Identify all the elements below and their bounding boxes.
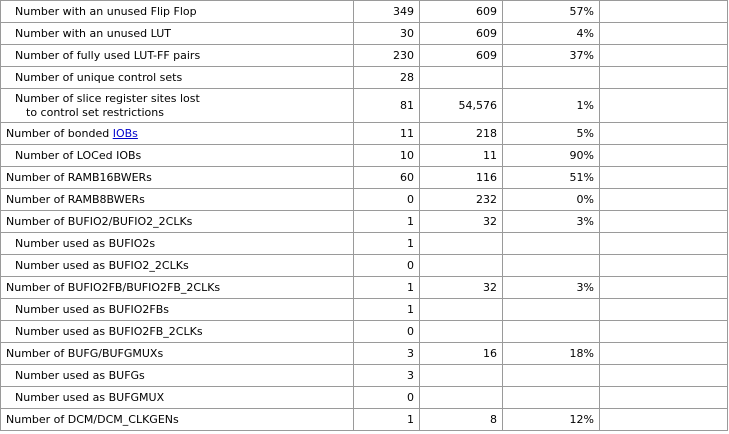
note-cell [600,67,728,89]
row-label-prefix: Number of bonded [6,126,113,140]
utilization-value [503,387,600,409]
table-row [1,123,728,145]
row-label: Number used as BUFGs [1,365,354,387]
row-label: Number of RAMB16BWERs [1,167,354,189]
table-row [1,67,728,89]
available-value [420,387,503,409]
available-value: 609 [420,1,503,23]
utilization-value [503,365,600,387]
note-cell [600,1,728,23]
used-value: 0 [354,189,420,211]
note-cell [600,233,728,255]
utilization-value: 57% [503,1,600,23]
available-value: 218 [420,123,503,145]
available-value: 32 [420,277,503,299]
row-label: Number of BUFIO2FB/BUFIO2FB_2CLKs [1,277,354,299]
row-label: Number with an unused LUT [1,23,354,45]
note-cell [600,277,728,299]
used-value: 1 [354,299,420,321]
used-value: 10 [354,145,420,167]
used-value: 230 [354,45,420,67]
note-cell [600,45,728,67]
row-label: Number of unique control sets [1,67,354,89]
utilization-value [503,255,600,277]
used-value: 1 [354,211,420,233]
available-value [420,321,503,343]
used-value: 11 [354,123,420,145]
row-label [1,123,354,145]
used-value: 81 [354,89,420,123]
row-label: Number of LOCed IOBs [1,145,354,167]
table-row [1,45,728,67]
utilization-value [503,321,600,343]
available-value: 609 [420,45,503,67]
available-value: 8 [420,409,503,431]
utilization-value: 0% [503,189,600,211]
table-row [1,343,728,365]
utilization-value: 3% [503,277,600,299]
used-value: 1 [354,409,420,431]
row-label: Number used as BUFIO2FB_2CLKs [1,321,354,343]
note-cell [600,365,728,387]
utilization-value: 1% [503,89,600,123]
used-value: 0 [354,387,420,409]
table-row [1,233,728,255]
available-value: 232 [420,189,503,211]
available-value [420,365,503,387]
utilization-value [503,233,600,255]
table-row [1,387,728,409]
table-row [1,167,728,189]
utilization-value: 51% [503,167,600,189]
used-value: 1 [354,233,420,255]
table-row [1,365,728,387]
note-cell [600,167,728,189]
row-label: Number of RAMB8BWERs [1,189,354,211]
note-cell [600,387,728,409]
note-cell [600,409,728,431]
table-row [1,277,728,299]
utilization-value: 90% [503,145,600,167]
note-cell [600,343,728,365]
used-value: 28 [354,67,420,89]
available-value [420,299,503,321]
used-value: 3 [354,343,420,365]
utilization-value: 12% [503,409,600,431]
row-label [1,89,354,123]
row-label: Number used as BUFGMUX [1,387,354,409]
utilization-value [503,299,600,321]
row-label: Number used as BUFIO2_2CLKs [1,255,354,277]
note-cell [600,255,728,277]
row-label: Number used as BUFIO2s [1,233,354,255]
note-cell [600,123,728,145]
available-value: 16 [420,343,503,365]
available-value: 116 [420,167,503,189]
used-value: 349 [354,1,420,23]
table-row [1,299,728,321]
row-label: Number of BUFIO2/BUFIO2_2CLKs [1,211,354,233]
table-row [1,89,728,123]
available-value: 54,576 [420,89,503,123]
note-cell [600,299,728,321]
table-row [1,211,728,233]
used-value: 60 [354,167,420,189]
available-value: 11 [420,145,503,167]
used-value: 0 [354,321,420,343]
note-cell [600,211,728,233]
available-value [420,67,503,89]
table-row [1,409,728,431]
note-cell [600,89,728,123]
utilization-value [503,67,600,89]
available-value [420,255,503,277]
table-row [1,189,728,211]
table-row [1,321,728,343]
row-label: Number of DCM/DCM_CLKGENs [1,409,354,431]
utilization-value: 4% [503,23,600,45]
utilization-value: 18% [503,343,600,365]
utilization-value: 5% [503,123,600,145]
used-value: 3 [354,365,420,387]
table-row [1,145,728,167]
note-cell [600,145,728,167]
row-label: Number of fully used LUT-FF pairs [1,45,354,67]
table-row [1,1,728,23]
note-cell [600,189,728,211]
available-value [420,233,503,255]
used-value: 1 [354,277,420,299]
row-label: Number with an unused Flip Flop [1,1,354,23]
utilization-value: 37% [503,45,600,67]
used-value: 30 [354,23,420,45]
iobs-link[interactable]: IOBs [112,126,138,140]
available-value: 32 [420,211,503,233]
row-label: Number used as BUFIO2FBs [1,299,354,321]
row-label-line2: to control set restrictions [26,105,164,119]
note-cell [600,23,728,45]
table-row [1,23,728,45]
row-label: Number of BUFG/BUFGMUXs [1,343,354,365]
table-row [1,255,728,277]
utilization-value: 3% [503,211,600,233]
available-value: 609 [420,23,503,45]
row-label-line1: Number of slice register sites lost [15,91,200,105]
used-value: 0 [354,255,420,277]
note-cell [600,321,728,343]
